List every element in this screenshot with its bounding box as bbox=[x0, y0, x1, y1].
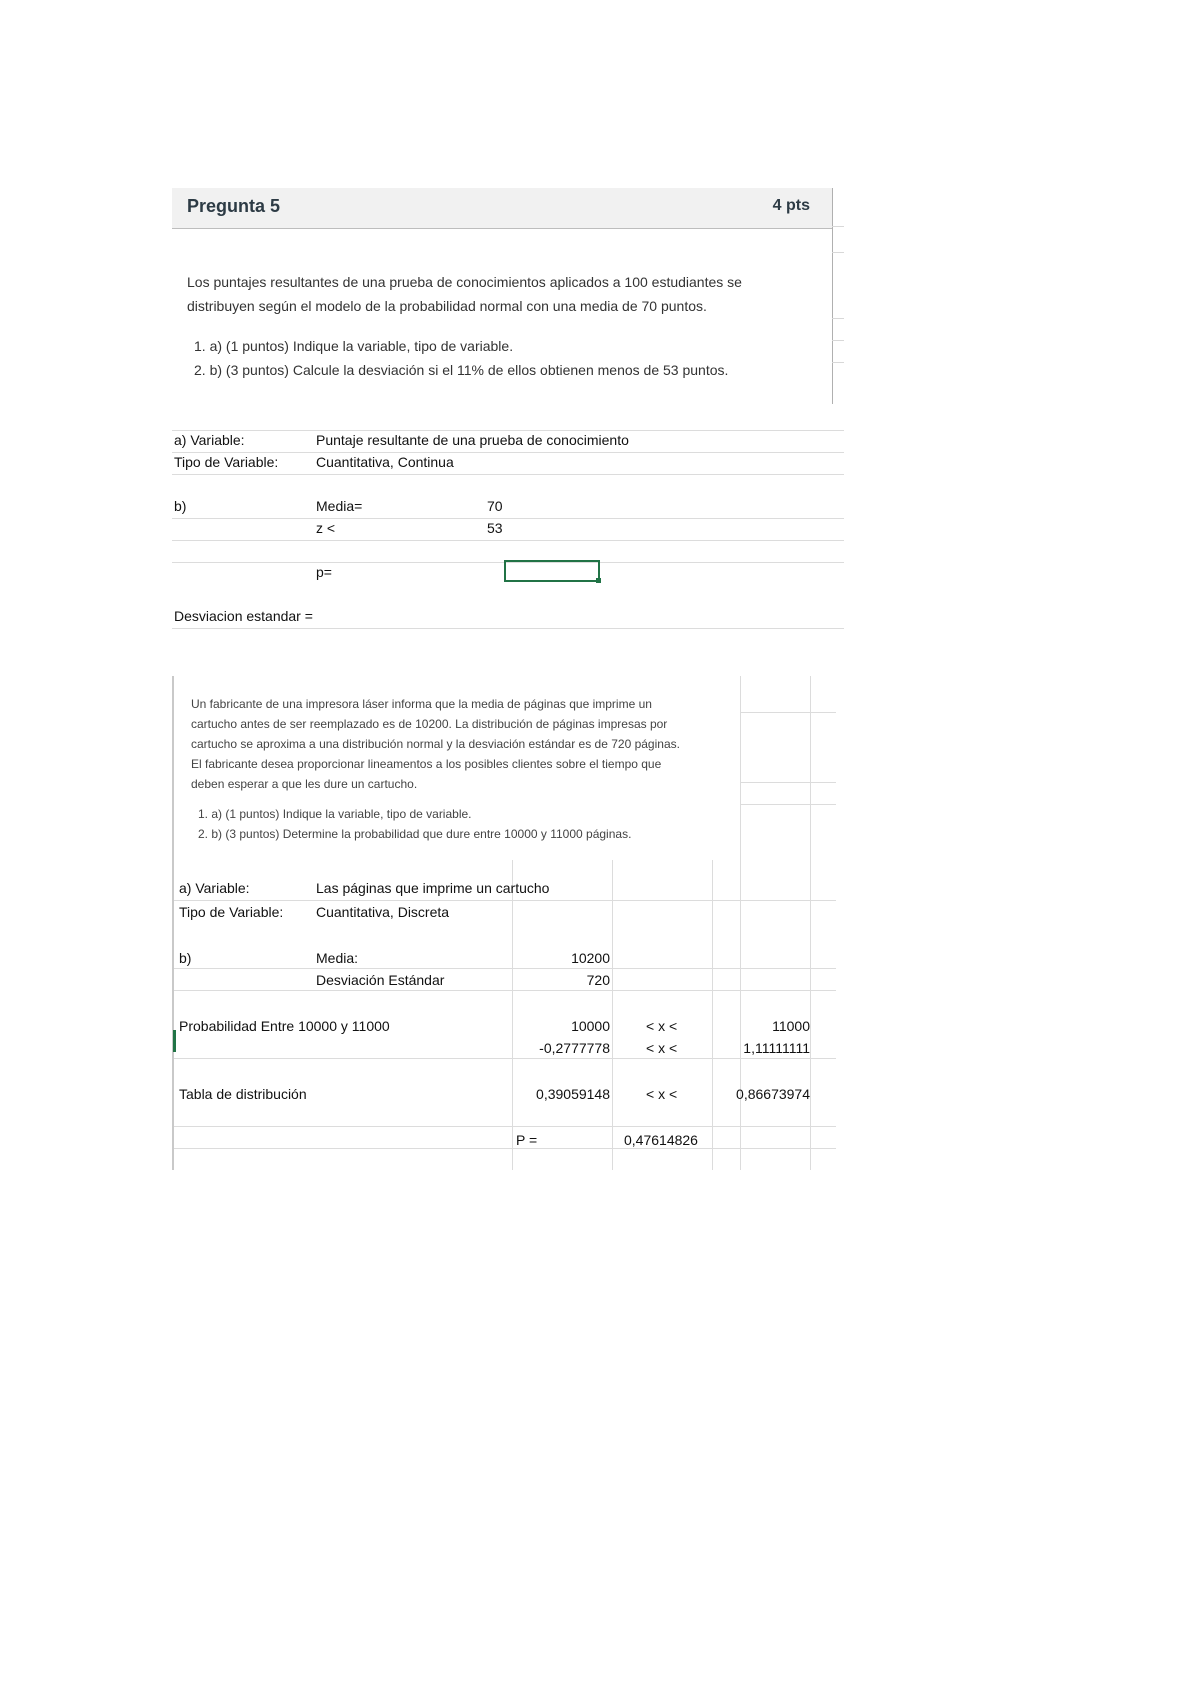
std-dev-label: Desviacion estandar = bbox=[174, 608, 313, 624]
row-divider bbox=[174, 990, 836, 991]
mean-label: Media= bbox=[316, 498, 363, 514]
grid-tick bbox=[832, 362, 844, 363]
variable-type-value: Cuantitativa, Discreta bbox=[316, 904, 450, 920]
std-dev-value: 720 bbox=[586, 972, 610, 988]
z-value: 53 bbox=[487, 520, 503, 536]
p-label: P = bbox=[516, 1132, 538, 1148]
p-value: 0,47614826 bbox=[624, 1132, 698, 1148]
mean-label: Media: bbox=[316, 950, 359, 966]
row-divider bbox=[172, 628, 844, 629]
fill-handle[interactable] bbox=[596, 578, 601, 583]
row-divider bbox=[740, 804, 836, 805]
question-item-list bbox=[194, 334, 814, 382]
question2-item-list bbox=[198, 804, 738, 844]
variable-type-label: Tipo de Variable: bbox=[174, 454, 279, 470]
question2-text-line: cartucho antes de ser reemplazado es de 10200. La distribución de páginas impresas por bbox=[191, 717, 668, 731]
row-divider bbox=[172, 540, 844, 541]
grid-tick bbox=[832, 340, 844, 341]
question-header bbox=[172, 188, 832, 229]
variable-value: Las páginas que imprime un cartucho bbox=[316, 880, 550, 896]
table-upper: 0,86673974 bbox=[736, 1086, 810, 1102]
question2-text bbox=[191, 694, 731, 794]
p-cell-selected[interactable] bbox=[504, 560, 600, 582]
part-b-label: b) bbox=[174, 498, 187, 514]
row-divider bbox=[174, 900, 836, 901]
std-dev-label: Desviación Estándar bbox=[316, 972, 445, 988]
question-card bbox=[172, 188, 833, 404]
question2-text-line: Un fabricante de una impresora láser informa que la media de páginas que imprime un bbox=[191, 697, 652, 711]
distribution-table-label: Tabla de distribución bbox=[179, 1086, 307, 1102]
variable-type-value: Cuantitativa, Continua bbox=[316, 454, 454, 470]
column-divider bbox=[810, 676, 811, 1170]
grid-tick bbox=[832, 226, 844, 227]
between-symbol: < x < bbox=[646, 1086, 678, 1102]
between-symbol: < x < bbox=[646, 1018, 678, 1034]
column-divider bbox=[612, 860, 613, 1170]
mean-value: 10200 bbox=[571, 950, 610, 966]
row-divider bbox=[174, 968, 836, 969]
row-divider bbox=[172, 452, 844, 453]
row-divider bbox=[740, 782, 836, 783]
column-divider bbox=[712, 860, 713, 1170]
question-points: 4 pts bbox=[772, 197, 810, 214]
question-text bbox=[187, 270, 807, 318]
question-item: 1. a) (1 puntos) Indique la variable, tipo de variable. bbox=[194, 338, 514, 354]
grid-tick bbox=[832, 318, 844, 319]
row-divider bbox=[174, 1058, 836, 1059]
mean-value: 70 bbox=[487, 498, 503, 514]
z-lower: -0,2777778 bbox=[539, 1040, 610, 1056]
grid-tick bbox=[832, 252, 844, 253]
variable-value: Puntaje resultante de una prueba de conocimiento bbox=[316, 432, 629, 448]
question2-text-line: deben esperar a que les dure un cartucho. bbox=[191, 777, 418, 791]
part-b-label: b) bbox=[179, 950, 192, 966]
variable-type-label: Tipo de Variable: bbox=[179, 904, 284, 920]
row-divider bbox=[174, 1148, 836, 1149]
z-label: z < bbox=[316, 520, 336, 536]
row-divider bbox=[172, 474, 844, 475]
z-upper: 1,11111111 bbox=[743, 1040, 810, 1056]
question2-text-line: cartucho se aproxima a una distribución normal y la desviación estándar es de 720 páginas. bbox=[191, 737, 680, 751]
row-divider bbox=[172, 430, 844, 431]
question-text-line: distribuyen según el modelo de la probabilidad normal con una media de 70 puntos. bbox=[187, 298, 707, 314]
row-divider bbox=[172, 518, 844, 519]
sheet-left-edge bbox=[172, 676, 174, 1170]
question-title: Pregunta 5 bbox=[187, 196, 281, 216]
question-item: 2. b) (3 puntos) Calcule la desviación si el 11% de ellos obtienen menos de 53 puntos. bbox=[194, 362, 729, 378]
question2-item: 1. a) (1 puntos) Indique la variable, tipo de variable. bbox=[198, 807, 472, 821]
active-row-marker bbox=[173, 1030, 176, 1052]
variable-label: a) Variable: bbox=[174, 432, 245, 448]
row-divider bbox=[174, 1126, 836, 1127]
variable-label: a) Variable: bbox=[179, 880, 250, 896]
row-divider bbox=[740, 712, 836, 713]
p-label: p= bbox=[316, 564, 332, 580]
table-lower: 0,39059148 bbox=[536, 1086, 610, 1102]
lower-bound: 10000 bbox=[571, 1018, 610, 1034]
column-divider bbox=[512, 860, 513, 1170]
question2-text-line: El fabricante desea proporcionar lineamentos a los posibles clientes sobre el tiempo que bbox=[191, 757, 662, 771]
question2-item: 2. b) (3 puntos) Determine la probabilidad que dure entre 10000 y 11000 páginas. bbox=[198, 827, 632, 841]
question-text-line: Los puntajes resultantes de una prueba de conocimientos aplicados a 100 estudiantes se bbox=[187, 274, 742, 290]
upper-bound: 11000 bbox=[772, 1018, 810, 1034]
between-symbol: < x < bbox=[646, 1040, 678, 1056]
probability-label: Probabilidad Entre 10000 y 11000 bbox=[179, 1018, 390, 1034]
